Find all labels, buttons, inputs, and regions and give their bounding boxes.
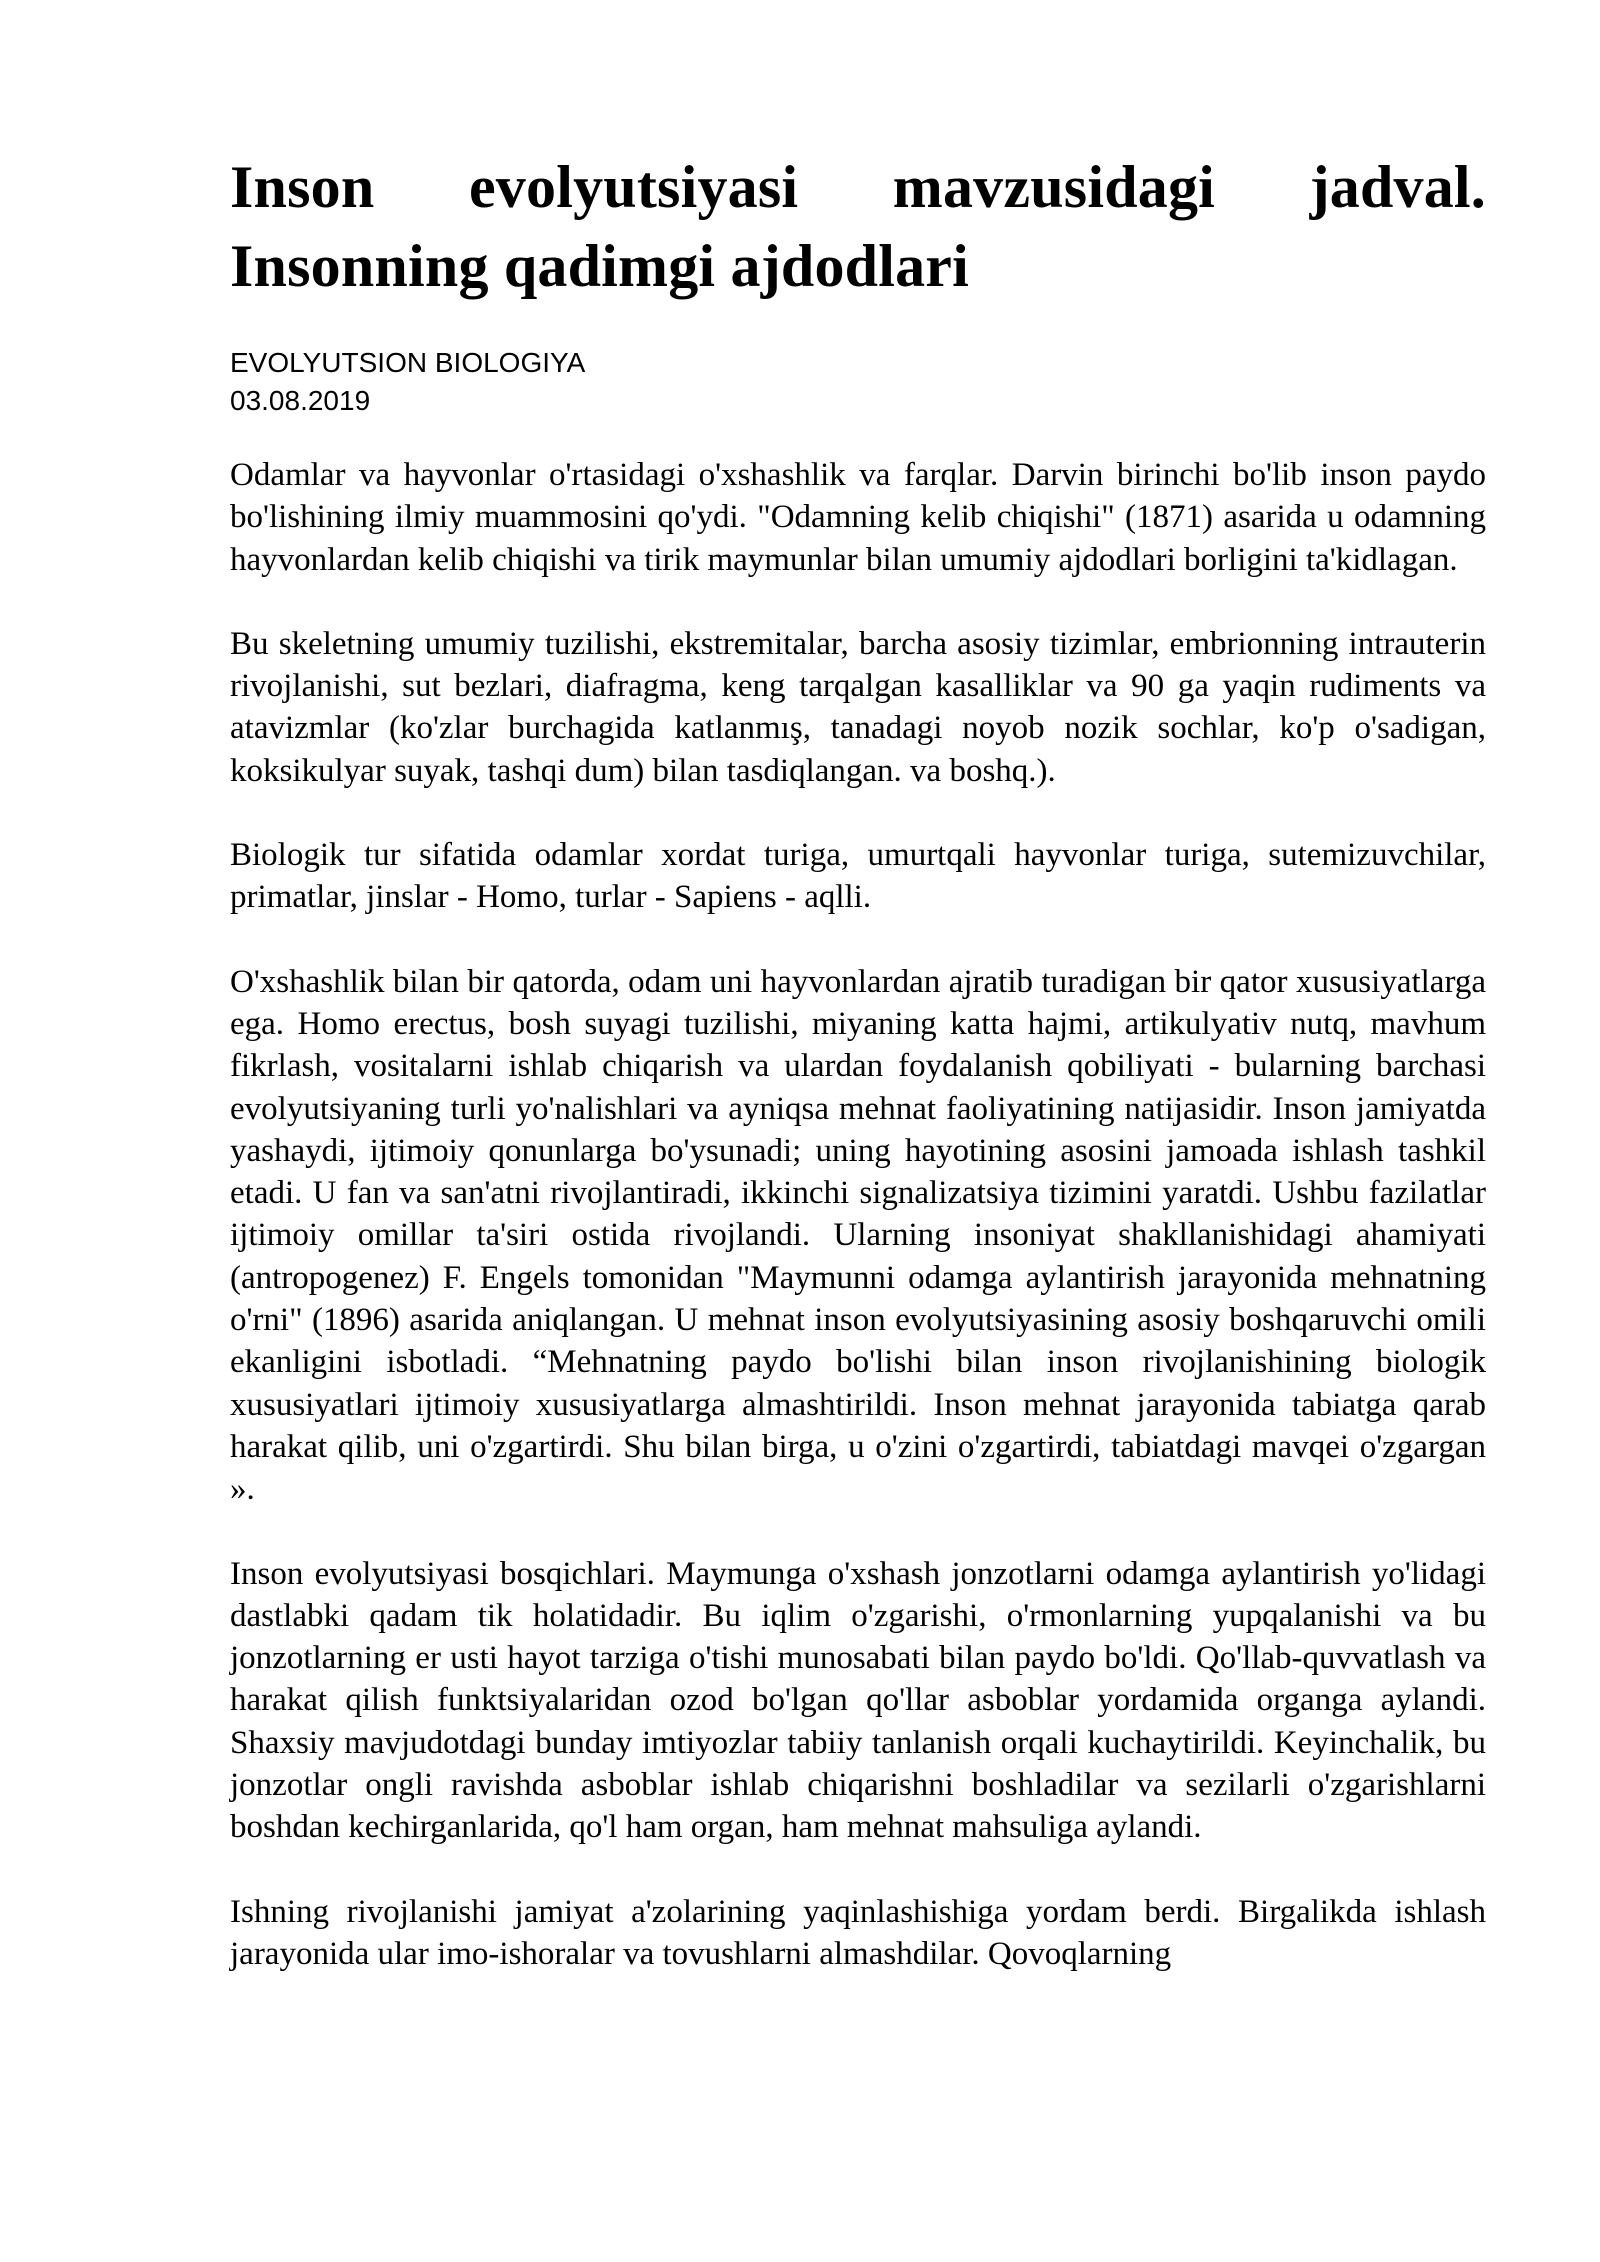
paragraph: Bu skeletning umumiy tuzilishi, ekstremitalar, barcha asosiy tizimlar, embrionning intrauterin rivojlanishi, sut bezlari, diafragma, keng tarqalgan kasalliklar va 90 ga yaqin rudiments va atavizmlar (ko'zlar burchagida katlanmış, tanadagi noyob nozik sochlar, ko'p o'sadigan, koksikulyar suyak, tashqi dum) bilan tasdiqlangan. va boshq.).	[230, 625, 1486, 789]
paragraph: Biologik tur sifatida odamlar xordat turiga, umurtqali hayvonlar turiga, sutemizuvchilar, primatlar, jinslar - Homo, turlar - Sapiens - aqlli.	[230, 837, 1486, 916]
article-title: Inson evolyutsiyasi mavzusidagi jadval. Insonning qadimgi ajdodlari	[230, 154, 1486, 299]
article-date: 03.08.2019	[230, 385, 371, 416]
document-page	[230, 148, 1486, 2017]
article-body	[230, 454, 1486, 1975]
paragraph: Ishning rivojlanishi jamiyat a'zolarining yaqinlashishiga yordam berdi. Birgalikda ishlash jarayonida ular imo-ishoralar va tovushlarni almashdilar. Qovoqlarning	[230, 1893, 1486, 1972]
paragraph: O'xshashlik bilan bir qatorda, odam uni hayvonlardan ajratib turadigan bir qator xususiyatlarga ega. Homo erectus, bosh suyagi tuzilishi, miyaning katta hajmi, artikulyativ nutq, mavhum fikrlash, vositalarni ishlab chiqarish va ulardan foydalanish qobiliyati - bularning barchasi evolyutsiyaning turli yo'nalishlari va ayniqsa mehnat faoliyatining natijasidir. Inson jamiyatda yashaydi, ijtimoiy qonunlarga bo'ysunadi; uning hayotining asosini jamoada ishlash tashkil etadi. U fan va san'atni rivojlantiradi, ikkinchi signalizatsiya tizimini yaratdi. Ushbu fazilatlar ijtimoiy omillar ta'siri ostida rivojlandi. Ularning insoniyat shakllanishidagi ahamiyati (antropogenez) F. Engels tomonidan "Maymunni odamga aylantirish jarayonida mehnatning o'rni" (1896) asarida aniqlangan. U mehnat inson evolyutsiyasining asosiy boshqaruvchi omili ekanligini isbotladi. “Mehnatning paydo bo'lishi bilan inson rivojlanishining biologik xususiyatlari ijtimoiy xususiyatlarga almashtirildi. Inson mehnat jarayonida tabiatga qarab harakat qilib, uni o'zgartirdi. Shu bilan birga, u o'zini o'zgartirdi, tabiatdagi mavqei o'zgargan ».	[230, 963, 1486, 1508]
article-meta	[230, 344, 1486, 420]
paragraph: Odamlar va hayvonlar o'rtasidagi o'xshashlik va farqlar. Darvin birinchi bo'lib inson paydo bo'lishining ilmiy muammosini qo'ydi. "Odamning kelib chiqishi" (1871) asarida u odamning hayvonlardan kelib chiqishi va tirik maymunlar bilan umumiy ajdodlari borligini ta'kidlagan.	[230, 457, 1486, 578]
paragraph: Inson evolyutsiyasi bosqichlari. Maymunga o'xshash jonzotlarni odamga aylantirish yo'lidagi dastlabki qadam tik holatidadir. Bu iqlim o'zgarishi, o'rmonlarning yupqalanishi va bu jonzotlarning er usti hayot tarziga o'tishi munosabati bilan paydo bo'ldi. Qo'llab-quvvatlash va harakat qilish funktsiyalaridan ozod bo'lgan qo'llar asboblar yordamida organga aylandi. Shaxsiy mavjudotdagi bunday imtiyozlar tabiiy tanlanish orqali kuchaytirildi. Keyinchalik, bu jonzotlar ongli ravishda asboblar ishlab chiqarishni boshladilar va sezilarli o'zgarishlarni boshdan kechirganlarida, qo'l ham organ, ham mehnat mahsuliga aylandi.	[230, 1555, 1486, 1846]
article-category: EVOLYUTSION BIOLOGIYA	[230, 347, 586, 378]
